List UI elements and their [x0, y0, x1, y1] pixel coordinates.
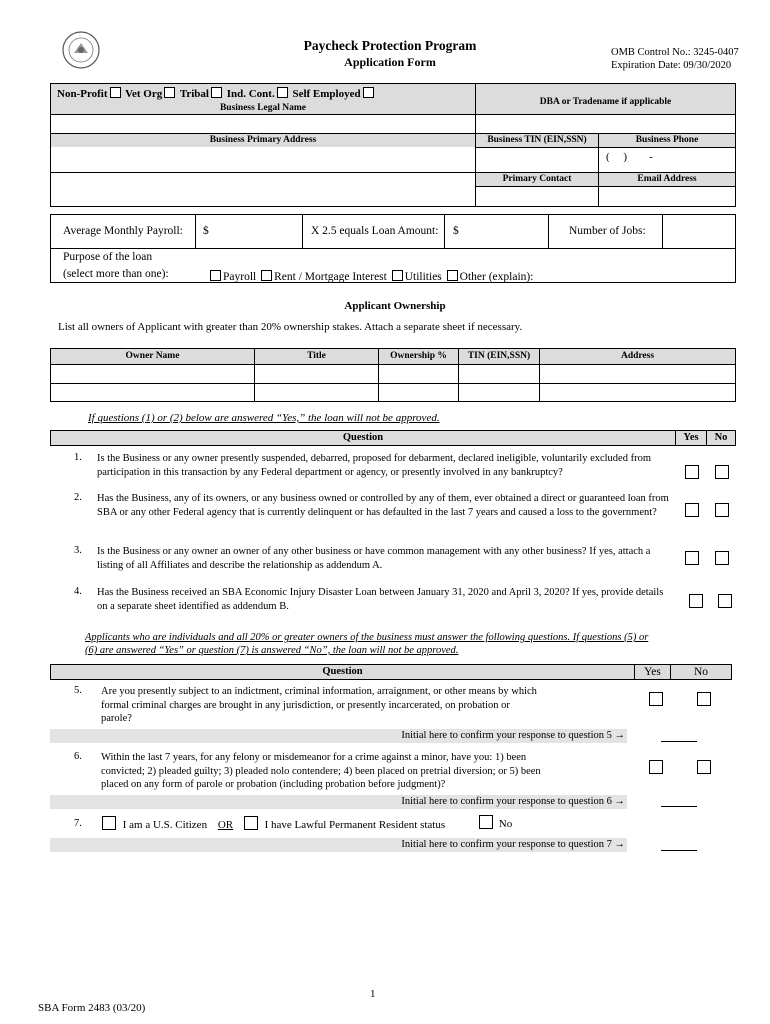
q7-no-checkbox[interactable]	[479, 815, 493, 829]
section2-note: Applicants who are individuals and all 20% or greater owners of the business must answer the following questions. If questions (5) or (6) are answered “Yes” or question (7) is answered “No”, the loan will not be approved.	[85, 632, 649, 656]
purpose-sublabel: (select more than one):	[63, 268, 169, 280]
q7-or-label: OR	[217, 819, 234, 831]
business-type-options	[57, 87, 376, 100]
purpose-label: Purpose of the loan	[63, 251, 153, 263]
q5-no-checkbox[interactable]	[697, 692, 711, 706]
non-profit-checkbox[interactable]	[110, 87, 121, 98]
self-employed-checkbox[interactable]	[363, 87, 374, 98]
q5-text: Are you presently subject to an indictment, criminal information, arraignment, or other means by which formal criminal charges are brought in any jurisdiction, or presently incarcerated, on probation or parole?	[101, 686, 537, 724]
loan-dollar-sign: $	[453, 225, 459, 237]
page-number: 1	[370, 988, 376, 1000]
q3-no-checkbox[interactable]	[715, 551, 729, 565]
omb-control-number: OMB Control No.: 3245-0407	[611, 47, 739, 58]
email-address-field[interactable]	[599, 187, 735, 206]
type-ind-cont[interactable]: Ind. Cont.	[227, 88, 290, 100]
q7-no-label: No	[498, 818, 513, 830]
business-phone-field[interactable]: ( ) -	[606, 151, 653, 163]
dba-label: DBA or Tradename if applicable	[539, 97, 672, 107]
q4-text: Has the Business received an SBA Economic Injury Disaster Loan between January 31, 2020 and April 3, 2020? If yes, provide details on a separate sheet identified as addendum B.	[97, 587, 664, 612]
number-of-jobs-label: Number of Jobs:	[569, 225, 646, 237]
loan-amount-field[interactable]	[464, 218, 546, 244]
q6-no-checkbox[interactable]	[697, 760, 711, 774]
q6-initial-field[interactable]	[661, 806, 697, 807]
primary-contact-label: Primary Contact	[502, 174, 572, 184]
email-address-label: Email Address	[637, 174, 697, 184]
business-phone-label: Business Phone	[635, 135, 699, 145]
q6-text: Within the last 7 years, for any felony or misdemeanor for a crime against a minor, have you: 1) been convicted; 2) pleaded guilty; 3) pleaded nolo contendere; 4) been placed on pretrial diversion; or 5) been placed on any form of parole or probation (including probation before judgment)?	[101, 752, 541, 790]
q6-yes-checkbox[interactable]	[649, 760, 663, 774]
ownership-instruction: List all owners of Applicant with greater than 20% ownership stakes. Attach a separate sheet if necessary.	[58, 321, 523, 333]
type-vet-org[interactable]: Vet Org	[125, 88, 177, 100]
purpose-other[interactable]: Other (explain):	[445, 271, 534, 283]
ind-cont-checkbox[interactable]	[277, 87, 288, 98]
q5-initial-label: Initial here to confirm your response to question 5 →	[401, 730, 625, 741]
q7-initial-label: Initial here to confirm your response to question 7 →	[401, 839, 625, 850]
section1-question-header: Question	[342, 432, 384, 443]
tribal-checkbox[interactable]	[211, 87, 222, 98]
purpose-payroll[interactable]: Payroll	[208, 271, 256, 283]
type-self-employed[interactable]: Self Employed	[292, 88, 375, 100]
q6-initial-bar	[50, 795, 627, 809]
rent-checkbox[interactable]	[261, 270, 272, 281]
payroll-checkbox[interactable]	[210, 270, 221, 281]
purpose-utilities[interactable]: Utilities	[390, 271, 442, 283]
q5-yes-checkbox[interactable]	[649, 692, 663, 706]
business-legal-name-field[interactable]	[51, 115, 475, 133]
section2-question-header: Question	[322, 666, 363, 677]
q4-number: 4.	[74, 586, 82, 597]
ownership-heading: Applicant Ownership	[344, 300, 446, 312]
q1-number: 1.	[74, 452, 82, 463]
q2-no-checkbox[interactable]	[715, 503, 729, 517]
expiration-date: Expiration Date: 09/30/2020	[611, 60, 732, 71]
q7-options	[102, 816, 445, 831]
q5-initial-field[interactable]	[661, 741, 697, 742]
utilities-checkbox[interactable]	[392, 270, 403, 281]
dba-field[interactable]	[476, 115, 735, 133]
loan-amount-label: X 2.5 equals Loan Amount:	[311, 225, 439, 237]
q4-yes-checkbox[interactable]	[689, 594, 703, 608]
q3-text: Is the Business or any owner an owner of any other business or have common management with any other business? If yes, attach a listing of all Affiliates and describe the relationship as addendum A.	[97, 546, 651, 571]
col-tin: TIN (EIN,SSN)	[467, 351, 531, 361]
q2-number: 2.	[74, 492, 82, 503]
col-ownership-pct: Ownership %	[390, 351, 447, 361]
number-of-jobs-field[interactable]	[663, 215, 735, 248]
business-tin-field[interactable]	[476, 148, 598, 172]
q7-initial-bar	[50, 838, 627, 852]
lpr-label: I have Lawful Permanent Resident status	[264, 819, 446, 831]
business-address-label: Business Primary Address	[209, 135, 317, 145]
q7-no-option	[479, 815, 512, 830]
form-title: Paycheck Protection Program	[303, 38, 477, 53]
form-subtitle: Application Form	[344, 55, 436, 69]
q3-number: 3.	[74, 545, 82, 556]
us-citizen-label: I am a U.S. Citizen	[122, 819, 208, 831]
q2-text: Has the Business, any of its owners, or any business owned or controlled by any of them, ever obtained a direct or guaranteed loan from SBA or any other Federal agency that is currently delinquent or has defaulted in the last 7 years and caused a loss to the government?	[97, 493, 669, 518]
q1-no-checkbox[interactable]	[715, 465, 729, 479]
section1-yes-header: Yes	[683, 432, 699, 443]
q2-yes-checkbox[interactable]	[685, 503, 699, 517]
avg-monthly-payroll-label: Average Monthly Payroll:	[63, 225, 183, 237]
q5-number: 5.	[74, 685, 82, 696]
lpr-checkbox[interactable]	[244, 816, 258, 830]
form-number: SBA Form 2483 (03/20)	[38, 1002, 146, 1014]
ownership-row-1[interactable]	[51, 365, 735, 383]
business-address-field[interactable]	[51, 148, 475, 206]
business-tin-label: Business TIN (EIN,SSN)	[487, 135, 587, 145]
primary-contact-field[interactable]	[476, 187, 598, 206]
section1-no-header: No	[714, 432, 728, 443]
vet-org-checkbox[interactable]	[164, 87, 175, 98]
business-legal-name-label: Business Legal Name	[219, 103, 307, 113]
purpose-options	[208, 270, 533, 283]
col-title: Title	[307, 351, 326, 361]
q3-yes-checkbox[interactable]	[685, 551, 699, 565]
us-citizen-checkbox[interactable]	[102, 816, 116, 830]
purpose-rent[interactable]: Rent / Mortgage Interest	[259, 271, 387, 283]
payroll-dollar-sign: $	[203, 225, 209, 237]
q7-initial-field[interactable]	[661, 850, 697, 851]
q1-text: Is the Business or any owner presently suspended, debarred, proposed for debarment, declared ineligible, voluntarily excluded from participation in this transaction by any Federal department or agency, or presently involved in any bankruptcy?	[97, 453, 651, 478]
col-owner-name: Owner Name	[125, 351, 180, 361]
q6-initial-label: Initial here to confirm your response to question 6 →	[401, 796, 625, 807]
sba-seal-logo	[62, 31, 100, 69]
type-tribal[interactable]: Tribal	[180, 88, 224, 100]
other-checkbox[interactable]	[447, 270, 458, 281]
section2-yes-header: Yes	[644, 666, 661, 678]
col-address: Address	[620, 351, 655, 361]
q6-number: 6.	[74, 751, 82, 762]
q4-no-checkbox[interactable]	[718, 594, 732, 608]
q5-initial-bar	[50, 729, 627, 743]
type-non-profit[interactable]: Non-Profit	[57, 88, 123, 100]
section1-note: If questions (1) or (2) below are answered “Yes,” the loan will not be approved.	[88, 412, 440, 424]
ownership-row-2[interactable]	[51, 384, 735, 401]
section2-no-header: No	[693, 666, 709, 678]
q7-number: 7.	[74, 818, 82, 829]
avg-monthly-payroll-field[interactable]	[214, 218, 300, 244]
q1-yes-checkbox[interactable]	[685, 465, 699, 479]
